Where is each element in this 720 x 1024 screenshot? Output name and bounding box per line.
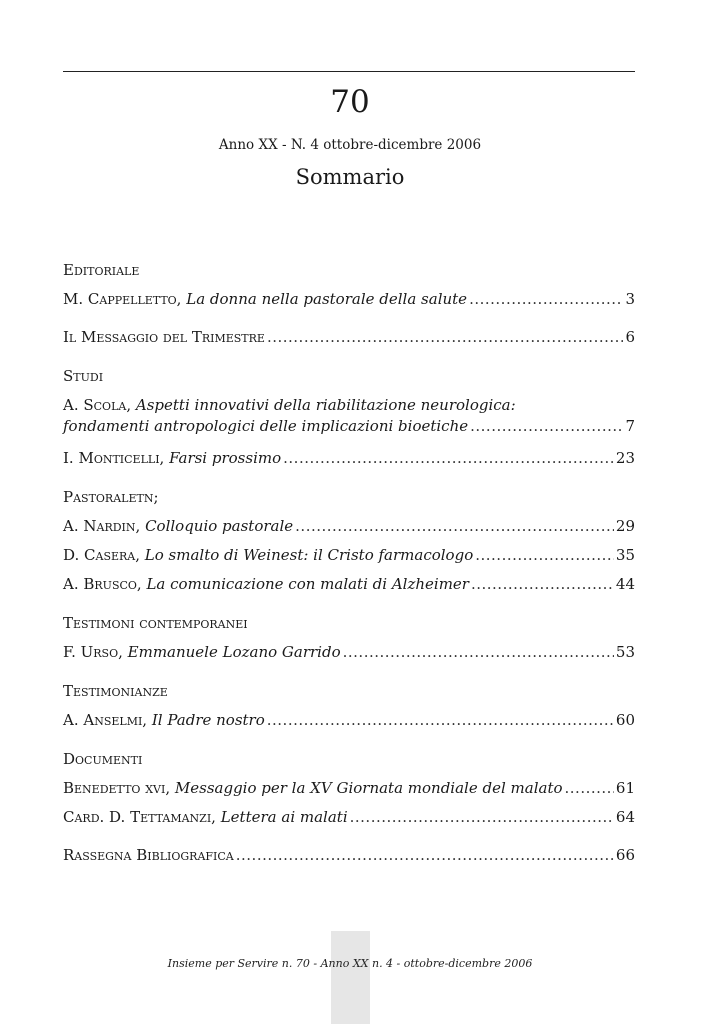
toc-entry-messaggio[interactable]	[63, 323, 635, 352]
entry-label: Rassegna Bibliografica	[63, 846, 234, 864]
entry-author: Benedetto xvi,	[63, 779, 171, 797]
entry-author: I. Monticelli,	[63, 449, 165, 467]
top-rule	[63, 71, 635, 72]
entry-title: Messaggio per la XV Giornata mondiale del malato	[174, 779, 563, 797]
dot-leader	[267, 323, 624, 352]
section-heading-testimoni: Testimoni contemporanei	[63, 614, 248, 632]
section-heading-studi: Studi	[63, 367, 104, 385]
dot-leader	[471, 570, 614, 599]
section-heading-pastorale: Pastoraletn;	[63, 488, 159, 506]
dot-leader	[283, 444, 614, 473]
footer-gray-strip	[331, 931, 370, 1024]
entry-author: M. Cappelletto,	[63, 290, 182, 308]
toc-entry[interactable]	[63, 444, 635, 473]
section-heading-testimonianze: Testimonianze	[63, 682, 168, 700]
entry-page: 35	[615, 546, 635, 564]
dot-leader	[267, 706, 614, 735]
entry-author: A. Nardin,	[63, 517, 141, 535]
entry-title: La comunicazione con malati di Alzheimer	[146, 575, 469, 593]
toc-entry[interactable]	[63, 706, 635, 735]
toc-entry[interactable]	[63, 638, 635, 667]
toc-entry[interactable]	[63, 285, 635, 314]
page-footer: Insieme per Servire n. 70 - Anno XX n. 4 - ottobre-dicembre 2006	[167, 957, 533, 970]
entry-author: A. Scola,	[63, 396, 132, 414]
toc-entry[interactable]	[63, 512, 635, 541]
dot-leader	[350, 803, 614, 832]
entry-page: 6	[625, 328, 635, 346]
entry-author: F. Urso,	[63, 643, 123, 661]
entry-page: 23	[615, 449, 635, 467]
entry-page: 66	[615, 846, 635, 864]
entry-title: Colloquio pastorale	[145, 517, 294, 535]
issue-number: 70	[330, 84, 370, 120]
entry-page: 3	[625, 290, 635, 308]
dot-leader	[236, 841, 614, 870]
entry-title: Il Padre nostro	[151, 711, 265, 729]
entry-page: 7	[625, 417, 635, 435]
toc-entry[interactable]	[63, 774, 635, 803]
dot-leader	[295, 512, 614, 541]
toc-entry[interactable]	[63, 541, 635, 570]
dot-leader	[343, 638, 614, 667]
entry-author: Card. D. Tettamanzi,	[63, 808, 216, 826]
entry-page: 53	[615, 643, 635, 661]
toc-entry[interactable]	[63, 803, 635, 832]
entry-label: Il Messaggio del Trimestre	[63, 328, 265, 346]
issue-date: Anno XX - N. 4 ottobre-dicembre 2006	[218, 137, 482, 153]
toc-entry-continuation[interactable]	[63, 416, 635, 437]
entry-page: 29	[615, 517, 635, 535]
entry-page: 61	[615, 779, 635, 797]
toc-entry[interactable]	[63, 570, 635, 599]
dot-leader	[470, 416, 623, 437]
entry-author: D. Casera,	[63, 546, 141, 564]
entry-title-line1: Aspetti innovativi della riabilitazione neurologica:	[135, 396, 516, 414]
entry-author: A. Anselmi,	[63, 711, 148, 729]
entry-title: Lettera ai malati	[220, 808, 348, 826]
entry-page: 60	[615, 711, 635, 729]
entry-title: Lo smalto di Weinest: il Cristo farmacologo	[144, 546, 474, 564]
entry-title: Farsi prossimo	[169, 449, 282, 467]
entry-title: Emmanuele Lozano Garrido	[127, 643, 341, 661]
entry-author: A. Brusco,	[63, 575, 142, 593]
toc-entry-multiline[interactable]	[63, 391, 635, 416]
entry-title-line2: fondamenti antropologici delle implicazioni bioetiche	[63, 417, 469, 435]
section-heading-documenti: Documenti	[63, 750, 143, 768]
section-heading-editoriale: Editoriale	[63, 261, 140, 279]
dot-leader	[469, 285, 623, 314]
table-of-contents	[63, 255, 635, 870]
entry-page: 64	[615, 808, 635, 826]
entry-page: 44	[615, 575, 635, 593]
toc-entry-rassegna[interactable]	[63, 841, 635, 870]
dot-leader	[475, 541, 614, 570]
dot-leader	[565, 774, 614, 803]
page-heading: Sommario	[295, 165, 405, 189]
entry-title: La donna nella pastorale della salute	[186, 290, 468, 308]
